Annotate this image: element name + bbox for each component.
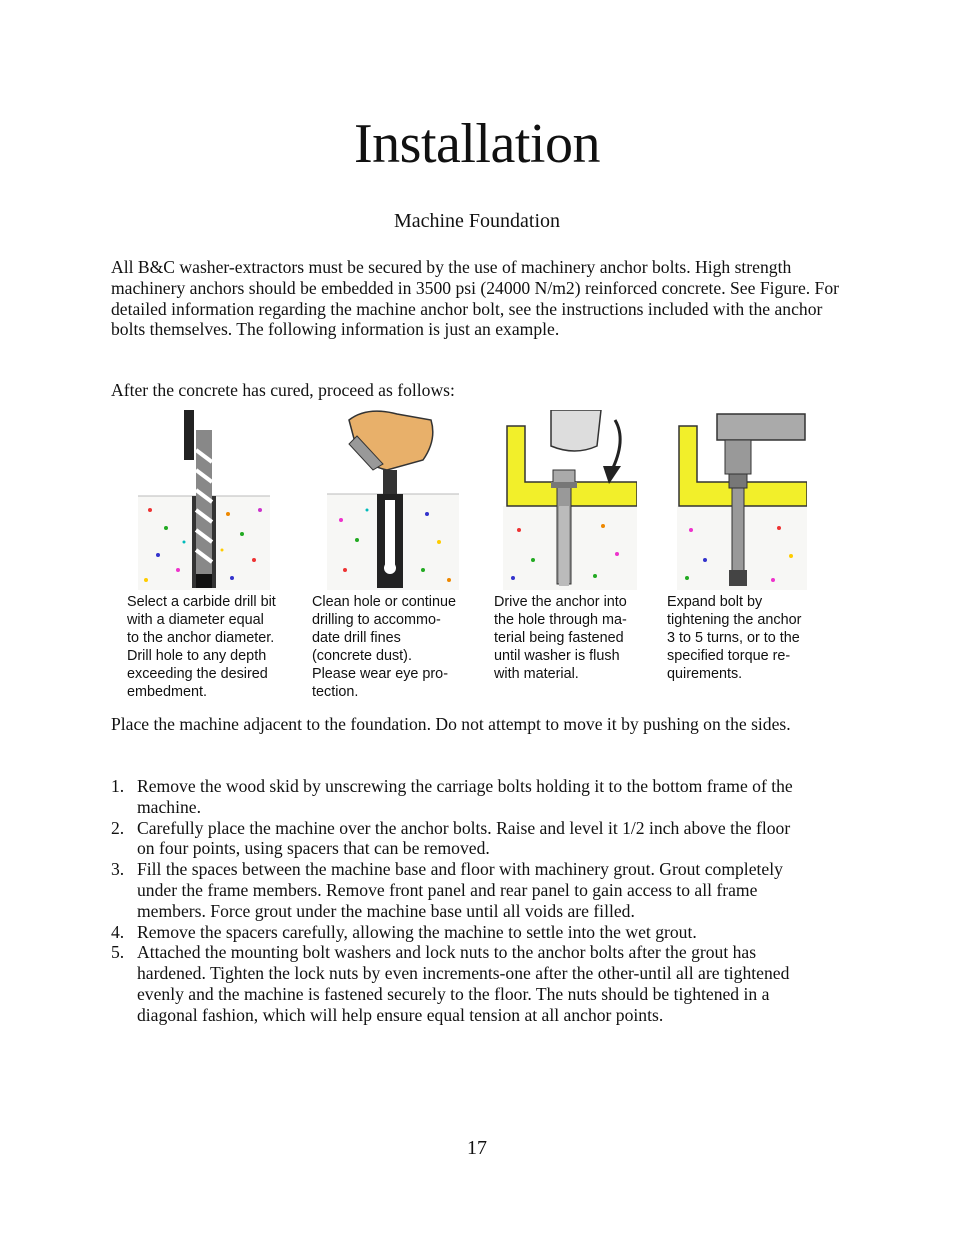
figure-drive bbox=[503, 410, 637, 590]
after-cured-text: After the concrete has cured, proceed as follows: bbox=[111, 380, 455, 400]
clean-hole-illustration bbox=[327, 410, 459, 590]
figure-caption-drive: Drive the anchor into the hole through ma- terial being fastened until washer is flush with material. bbox=[494, 594, 627, 682]
drive-anchor-illustration bbox=[503, 410, 637, 590]
page-title: Installation bbox=[354, 113, 600, 175]
figure-clean bbox=[327, 410, 459, 590]
step-text: Remove the wood skid by unscrewing the carriage bolts holding it to the bottom frame of the machine. bbox=[137, 776, 793, 817]
figure-drill bbox=[138, 410, 270, 590]
figure-caption-drill: Select a carbide drill bit with a diameter equal to the anchor diameter. Drill hole to any depth exceeding the desired embedment. bbox=[127, 594, 276, 700]
step-number: 1. bbox=[111, 776, 125, 796]
list-item bbox=[111, 942, 811, 1025]
step-number: 2. bbox=[111, 817, 125, 838]
section-subtitle: Machine Foundation bbox=[393, 210, 561, 232]
expand-bolt-illustration bbox=[677, 410, 807, 590]
step-text: Carefully place the machine over the anchor bolts. Raise and level it 1/2 inch above the floor on four points, using spacers that can be removed. bbox=[137, 817, 791, 859]
step-text: Attached the mounting bolt washers and lock nuts to the anchor bolts after the grout has hardened. Tighten the lock nuts by even increments-one after the other-until all are tightened evenly and the machine is fastened securely to the floor. The nuts should be tightened in a diagonal fashion, which will help ensure equal tension at all anchor points. bbox=[137, 942, 790, 1025]
installation-steps bbox=[111, 776, 811, 1026]
place-machine-paragraph: Place the machine adjacent to the foundation. Do not attempt to move it by pushing on the sides. bbox=[111, 714, 791, 734]
figure-caption-clean: Clean hole or continue drilling to accommo- date drill fines (concrete dust). Please wear eye pro- tection. bbox=[312, 594, 457, 700]
figure-caption-expand: Expand bolt by tightening the anchor 3 to 5 turns, or to the specified torque re- quirements. bbox=[667, 594, 802, 682]
page-number: 17 bbox=[467, 1137, 487, 1159]
step-text: Remove the spacers carefully, allowing the machine to settle into the wet grout. bbox=[137, 921, 697, 942]
drill-illustration bbox=[138, 410, 270, 590]
list-item bbox=[111, 859, 811, 921]
intro-paragraph: All B&C washer-extractors must be secured by the use of machinery anchor bolts. High strength machinery anchors should be embedded in 3500 psi (24000 N/m2) reinforced concrete. See Figure. For detailed information regarding the machine anchor bolt, see the instructions included with the anchor bolts themselves. The following information is just an example. bbox=[111, 257, 839, 340]
figure-expand bbox=[677, 410, 807, 590]
list-item bbox=[111, 818, 811, 860]
step-number: 4. bbox=[111, 921, 125, 942]
step-text: Fill the spaces between the machine base and floor with machinery grout. Grout completely under the frame members. Remove front panel and rear panel to gain access to all frame members. Force grout under the machine base until all voids are filled. bbox=[137, 859, 783, 921]
step-number: 5. bbox=[111, 942, 125, 963]
step-number: 3. bbox=[111, 859, 125, 880]
list-item bbox=[111, 922, 811, 943]
list-item bbox=[111, 776, 811, 818]
